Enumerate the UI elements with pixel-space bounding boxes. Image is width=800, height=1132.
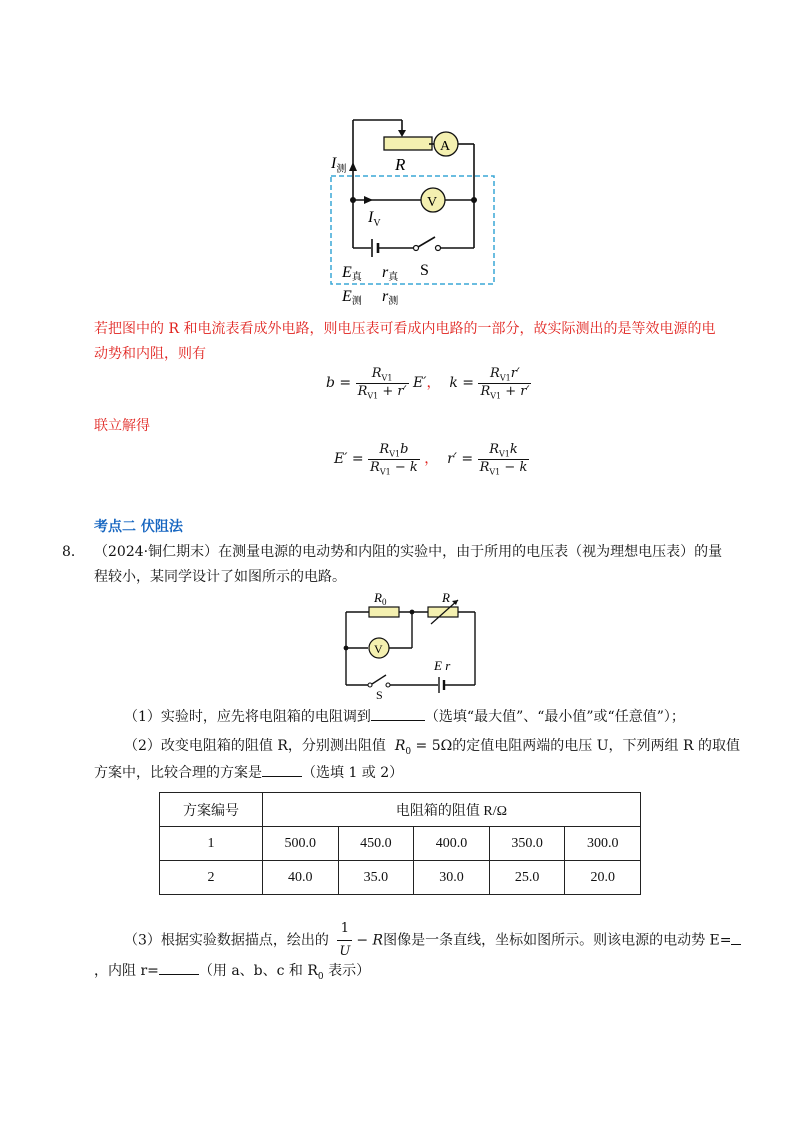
analysis-paragraph: 若把图中的 R 和电流表看成外电路，则电压表可看成内电路的一部分，故实际测出的是等效电源的电 (94, 321, 716, 337)
table-cell: 25.0 (489, 861, 565, 895)
table-cell: 1 (160, 827, 263, 861)
problem-line-2: 程较小，某同学设计了如图所示的电路。 (94, 569, 346, 585)
table-cell: 400.0 (414, 827, 490, 861)
question-2-line-2: 方案中，比较合理的方案是 （选填 1 或 2） (94, 762, 403, 784)
equation-E-r: E′ = $\frac{R_{V1}b}{R_{V1} - k}$ ， r′ = $\frac{R_{V1}k}{R_{V1} - k}$ (334, 442, 528, 477)
resistor-R0 (369, 607, 399, 617)
table-cell: 500.0 (263, 827, 339, 861)
table-header-scheme: 方案编号 (160, 793, 263, 827)
label-S-2: S (376, 688, 383, 700)
resistance-box-R (428, 607, 458, 617)
table-header-resistance: 电阻箱的阻值 R/Ω (263, 793, 641, 827)
analysis-paragraph-cont: 动势和内阻，则有 (94, 346, 206, 362)
resistor-R (384, 137, 432, 150)
label-E-meas: E测 (342, 288, 362, 307)
label-E-true: E真 (342, 264, 362, 283)
equivalent-source-box (331, 176, 494, 284)
table-cell: 2 (160, 861, 263, 895)
answer-blank-2[interactable] (262, 762, 302, 777)
answer-blank-3b[interactable] (159, 960, 199, 975)
label-Er: E r (434, 658, 451, 673)
table-row (160, 827, 641, 861)
question-2: （2）改变电阻箱的阻值 R，分别测出阻值 $R_0 = 5\Omega$的定值电阻两端的电压 U，下列两组 R 的取值 (124, 738, 740, 757)
label-r-meas: r测 (382, 288, 399, 307)
current-arrow-up (349, 162, 357, 171)
switch-S (418, 237, 435, 247)
table-cell: 450.0 (338, 827, 414, 861)
label-Iv: $I_V$ (368, 209, 381, 229)
label-V: V (427, 195, 438, 210)
switch-S-2 (372, 675, 386, 684)
table-cell: 35.0 (338, 861, 414, 895)
circuit-diagram-1 (320, 95, 510, 315)
label-R-box: R (442, 590, 450, 605)
table-cell: 300.0 (565, 827, 641, 861)
label-V-2: V (374, 642, 383, 656)
label-R: R (395, 155, 406, 174)
table-cell: 350.0 (489, 827, 565, 861)
table-cell: 40.0 (263, 861, 339, 895)
section-heading: 考点二 伏阻法 (94, 519, 183, 535)
label-r-true: r真 (382, 264, 399, 283)
resistance-table (159, 792, 641, 895)
solve-label: 联立解得 (94, 418, 150, 434)
equation-b-k: b = $\frac{R_{V1}}{R_{V1} + r'}$ E′， k = $\frac{R_{V1}r'}{R_{V1} + r'}$ (326, 366, 530, 401)
circuit-diagram-2 (330, 588, 490, 700)
problem-number: 8． (62, 544, 85, 560)
problem-line-1: （2024·铜仁期末）在测量电源的电动势和内阻的实验中，由于所用的电压表（视为理想电压表）的量 (94, 544, 723, 560)
question-3: （3）根据实验数据描点，绘出的 $\frac{1}{U}$ − R图像是一条直线，坐标如图所示。则该电源的电动势 E= (124, 918, 741, 963)
label-R0: $R_0$ (374, 590, 387, 607)
table-cell: 30.0 (414, 861, 490, 895)
table-row (160, 861, 641, 895)
label-A: A (440, 139, 451, 154)
label-S: S (420, 262, 429, 279)
table-cell: 20.0 (565, 861, 641, 895)
question-1: （1）实验时，应先将电阻箱的电阻调到 （选填“最大值”、“最小值”或“任意值”）； (124, 706, 685, 728)
current-arrow-right (364, 196, 373, 204)
label-I-meas: $I_测$ (331, 155, 347, 175)
question-3-line-2: ，内阻 r= （用 a、b、c 和 $R_0$ 表示） (94, 960, 370, 988)
answer-blank-3a[interactable] (731, 930, 741, 945)
answer-blank-1[interactable] (371, 706, 425, 721)
